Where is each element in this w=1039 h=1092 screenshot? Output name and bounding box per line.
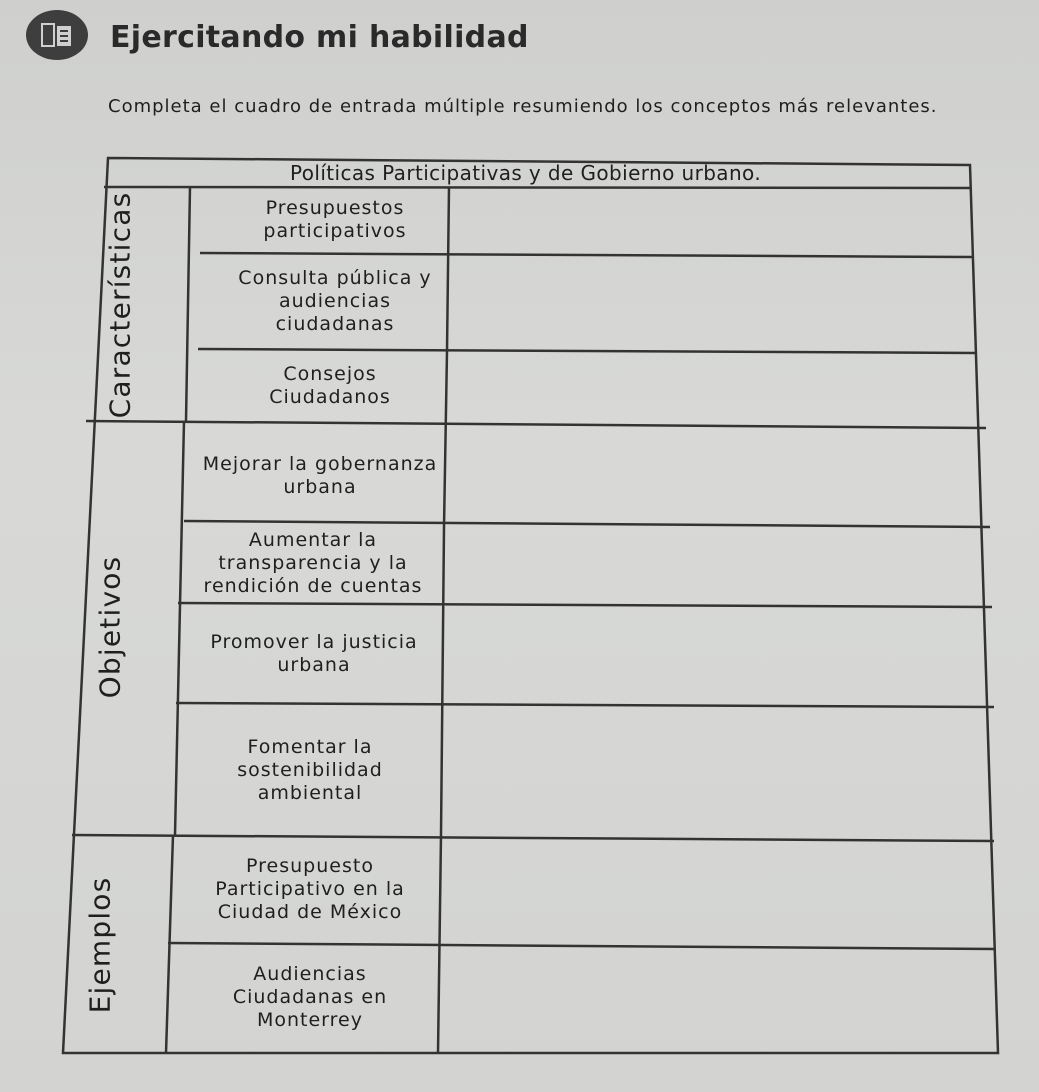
answer-cell[interactable]	[450, 259, 970, 347]
answer-cell[interactable]	[442, 843, 994, 943]
concept-audiencias-monterrey: Audiencias Ciudadanas en Monterrey	[232, 962, 388, 1031]
section-label-caracteristicas: Características	[103, 191, 137, 419]
answer-cell[interactable]	[446, 431, 984, 521]
answer-cell[interactable]	[452, 191, 967, 253]
concept-presupuesto-cdmx: Presupuesto Participativo en la Ciudad de México	[215, 854, 405, 923]
concept-promover-justicia: Promover la justicia urbana	[210, 631, 418, 676]
answer-cell[interactable]	[446, 529, 986, 603]
concept-consejos-ciudadanos: Consejos Ciudadanos	[269, 363, 391, 408]
concept-aumentar-transparencia: Aumentar la transparencia y la rendición de cuentas	[203, 528, 423, 597]
book-icon	[26, 10, 88, 60]
table-heading: Políticas Participativas y de Gobierno urbano.	[290, 161, 762, 185]
answer-cell[interactable]	[444, 709, 992, 835]
concept-fomentar-sostenibilidad: Fomentar la sostenibilidad ambiental	[237, 735, 383, 804]
concept-consulta-publica: Consulta pública y audiencias ciudadanas	[238, 266, 432, 335]
multiple-entry-table	[60, 155, 1000, 1060]
page-title: Ejercitando mi habilidad	[110, 20, 529, 55]
instruction-text: Completa el cuadro de entrada múltiple resumiendo los conceptos más relevantes.	[108, 96, 938, 117]
section-label-ejemplos: Ejemplos	[83, 876, 117, 1014]
section-label-objetivos: Objetivos	[93, 555, 127, 699]
concept-mejorar-gobernanza: Mejorar la gobernanza urbana	[202, 453, 438, 498]
concept-presupuestos-participativos: Presupuestos participativos	[263, 197, 407, 242]
answer-cell[interactable]	[444, 609, 990, 703]
answer-cell[interactable]	[440, 951, 994, 1051]
answer-cell[interactable]	[448, 355, 978, 421]
